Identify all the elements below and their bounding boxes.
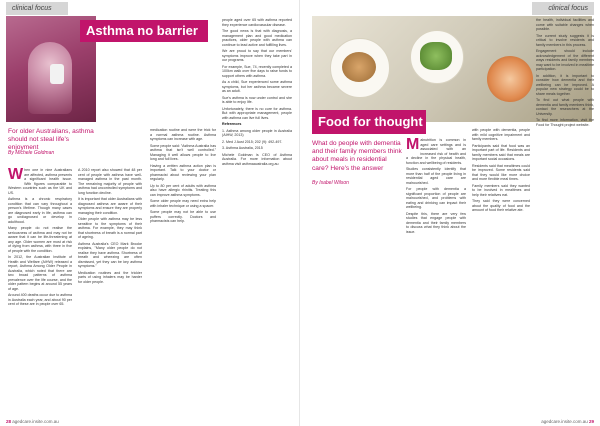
article-paragraph — [8, 168, 72, 195]
publication-url[interactable]: agedcare.insite.com.au — [541, 419, 588, 424]
article-column-2 — [472, 128, 530, 414]
reference-item: 2. Med J Aust 2015; 202 (9): 492-497. — [222, 139, 283, 144]
article-paragraph: Studies consistently identify that more than half of the people living in residential aged care are malnourished. — [406, 167, 466, 185]
article-paragraph: In addition, it is important to consider how dementia and their wellbeing can be improved. A popular new strategy could be to share meals together. — [536, 73, 594, 96]
article-paragraph: the health, individual facilities and come with suitable changes when possible. — [536, 18, 594, 31]
article-paragraph — [406, 138, 466, 165]
article-paragraph: Asthma is a chronic respiratory condition that can vary throughout a person's lifetime. Though many cases are diagnosed early in life, asthma can go undiagnosed or develop in adulthood. — [8, 197, 72, 224]
article-paragraph: We are proud to say that our members' symptoms improve when they take part in our programs. — [222, 49, 292, 62]
article-column-1 — [406, 138, 466, 414]
article-paragraph: For example, Sue, 74, recently completed a 100km walk over five days to raise funds to support others with asthma. — [222, 64, 292, 78]
pullquote: What do people with dementia and their family members think about meals in residential care? Here's the answer — [312, 140, 402, 172]
article-headline: Asthma no barrier — [80, 20, 208, 42]
reference-item: 3. Asthma Australia, 2015 — [222, 146, 263, 150]
article-paragraph: Some people may not be able to use puffers correctly. Doctors and pharmacists can help. — [150, 210, 216, 223]
article-paragraph: Residents said that mealtimes could be improved. Some residents said that they would like more choice and more flexible meal times. — [472, 163, 530, 181]
article-paragraph: To find out what people with dementia and family members think, contact the researchers at the University. — [536, 98, 594, 116]
article-paragraph: The current study suggests it is critical to involve residents and family members in this process. — [536, 33, 594, 47]
food-shape — [420, 42, 452, 70]
dropcap: W — [8, 168, 24, 183]
section-tab: clinical focus — [532, 2, 594, 15]
bowl-shape — [487, 56, 533, 102]
page-number: 29 — [588, 419, 594, 424]
article-paragraph: Medication routines and the trickier parts of using inhalers may be harder for older people. — [78, 270, 142, 284]
article-paragraph: Engagement should include acknowledgement of the different ways residents and family members may want to be involved in mealtime participation. — [536, 49, 594, 71]
article-paragraph: Up to 80 per cent of adults with asthma also have allergic rhinitis. Treating this can improve asthma symptoms. — [150, 183, 216, 197]
food-shape — [342, 52, 376, 82]
article-paragraph: For people with dementia a significant proportion of people are malnourished, and problems with eating and drinking can impact their wellbeing. — [406, 187, 466, 209]
page-number: 28 — [6, 419, 12, 424]
pullquote: For older Australians, asthma should not steal life's enjoyment — [8, 128, 94, 152]
byline: By Michele Goldman — [8, 150, 55, 156]
article-column-2 — [78, 168, 142, 414]
article-paragraph: Despite this, there are very few studies that engage people with dementia and their family members to discuss what they think about the issue. — [406, 211, 466, 234]
author-note: Michele Goldman is CEO of Asthma Australia. For more information about asthma visit asthmaaustralia.org.au — [222, 152, 292, 166]
article-paragraph: It is important that older Australians with diagnosed asthma are aware of their symptoms and ensure they are properly managing their condition. — [78, 197, 142, 215]
reference-item: 1. Asthma among older people in Australia (AIHW, 2013) — [222, 128, 292, 137]
article-paragraph: with people with dementia, people with mild cognitive impairment and family members. — [472, 128, 530, 141]
article-paragraph: A 2010 report also showed that 48 per cent of people with asthma have well-managed asthma in the past month. The remaining majority of people with asthma had uncontrolled symptoms and lung function decline. — [78, 168, 142, 195]
article-column-3 — [536, 18, 594, 414]
publication-url[interactable]: agedcare.insite.com.au — [12, 419, 59, 424]
article-paragraph: Unfortunately, there is no cure for asthma. But with appropriate management, people with asthma can live full lives. — [222, 106, 292, 120]
references-heading: References — [222, 122, 242, 126]
article-paragraph: In 2012, the Australian Institute of Health and Welfare (AIHW) released a report, Asthma Among Older People in Australia, which noted that there are two broad patterns of asthma prevalence over the life course, and the older pattern begins at around 55 years of age. — [8, 255, 72, 291]
page-footer — [541, 419, 594, 424]
paragraph-text: alnutrition is common in aged care settings and is associated with an increased risk of health and a decline in the physical health, function and wellbeing of residents. — [406, 138, 466, 165]
article-paragraph: people aged over 65 with asthma reported they experience cardiovascular disease. — [222, 18, 292, 27]
article-paragraph: As a child, Sue experienced some asthma symptoms, but her asthma became severe as an adult. — [222, 80, 292, 93]
article-paragraph: Older people with asthma may be less sensitive to the symptoms of their asthma. For example, they may think that shortness of breath is a normal part of ageing. — [78, 217, 142, 239]
article-paragraph: Participants said that food was an important part of life. Residents and family members said that meals are important social occasions. — [472, 143, 530, 161]
section-tab: clinical focus — [6, 2, 68, 15]
article-paragraph: Sue's asthma is now under control and she is able to enjoy life. — [222, 95, 292, 104]
article-paragraph: medication routine and were the trick for a normal asthma routine. Asthma symptoms can increase with age. — [150, 128, 216, 141]
article-paragraph: To find more information, visit the Food for Thought project website. — [536, 118, 594, 127]
article-paragraph: Many people do not realise the seriousness of asthma and may not be aware that it can be life-threatening at any age. Older women are most at risk of dying from asthma, with three in five of people with the condition. — [8, 226, 72, 253]
paragraph-text: hen one in nine Australians are affected, asthma presents a significant health issue. With figures comparable to Western countries such as the UK and US. — [8, 168, 72, 195]
article-paragraph: Some people said: "Asthma Australia has asthma that isn't well controlled." Managing it well allows people to live long and full lives. — [150, 143, 216, 161]
article-paragraph: Family members said they wanted to be involved in mealtimes and help their relatives eat. — [472, 183, 530, 197]
article-paragraph: The good news is that with diagnosis, a management plan and good medication practices, older people with asthma can continue to lead active and fulfilling lives. — [222, 29, 292, 47]
article-column-4 — [222, 18, 292, 414]
inhaler-icon — [50, 64, 64, 84]
page-footer — [6, 419, 59, 424]
article-paragraph: They said they were concerned about the quality of food and the amount of food their relative ate. — [472, 199, 530, 212]
article-paragraph: Around 400 deaths occur due to asthma in Australia each year, and about 90 per cent of these are in people over 65. — [8, 293, 72, 306]
article-paragraph: Some older people may need extra help with inhaler technique or using a spacer. — [150, 199, 216, 208]
byline: By Isabel Wilson — [312, 180, 349, 186]
article-headline: Food for thought — [312, 110, 426, 134]
article-paragraph: Having a written asthma action plan is important. Talk to your doctor or pharmacist about reviewing your plan regularly. — [150, 163, 216, 181]
article-column-1 — [8, 168, 72, 414]
article-column-3 — [150, 128, 216, 414]
dropcap: M — [406, 138, 420, 153]
article-paragraph: Asthma Australia's CEO Mark Brooke explains, "Many older people do not realise they have asthma. Shortness of breath and wheezing are often dismissed, yet they can be key asthma symptoms." — [78, 241, 142, 268]
